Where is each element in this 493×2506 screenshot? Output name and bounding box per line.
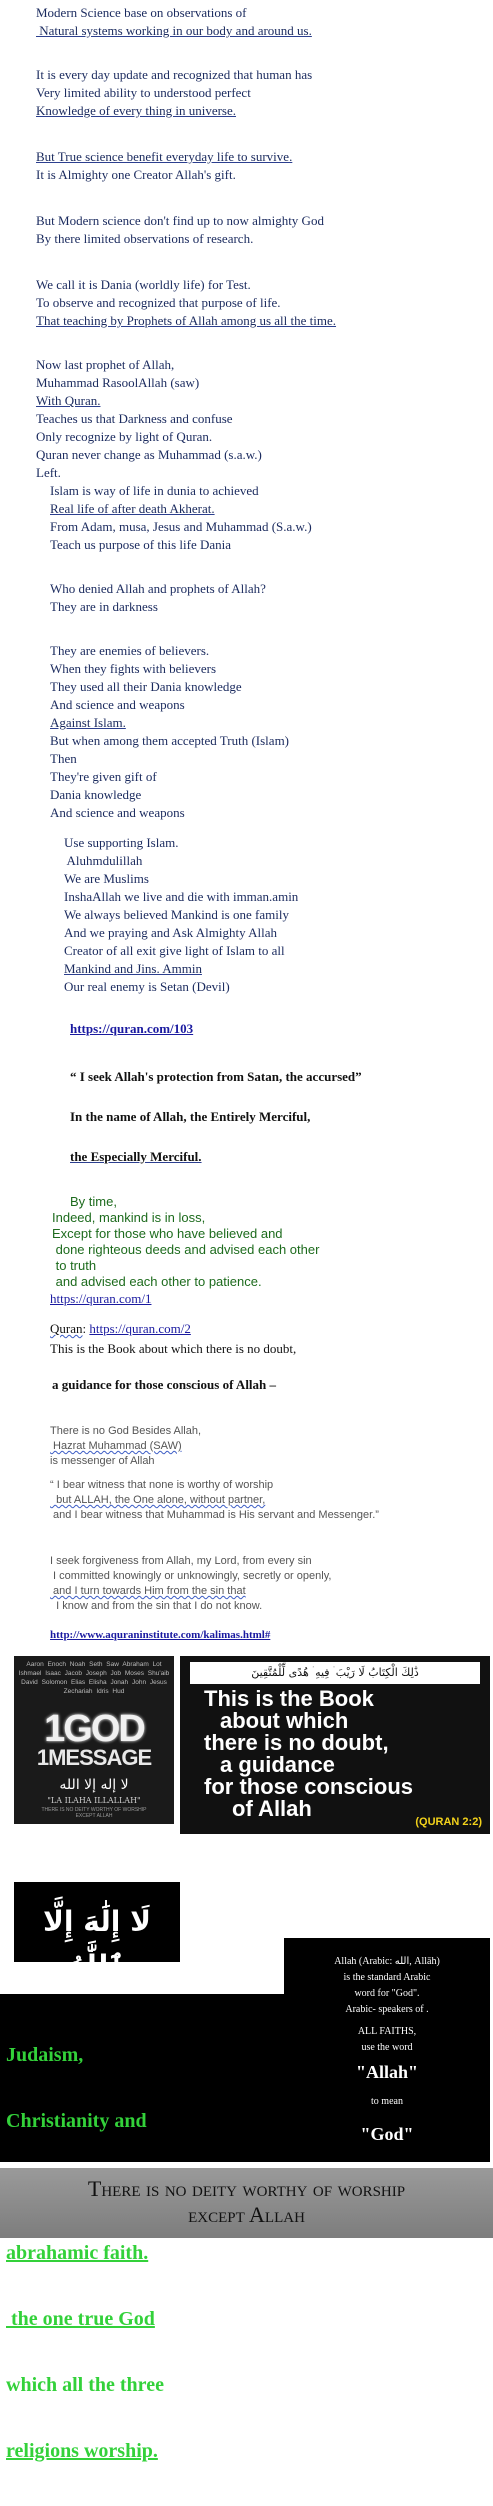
kalimas-link-row xyxy=(50,1626,270,1644)
bismillah-line-2 xyxy=(70,1148,202,1166)
shahada-arabic: لا إله إلا الله xyxy=(59,1777,129,1793)
text-line: Except for those who have believed and xyxy=(52,1226,283,1241)
text-line: But when among them accepted Truth (Islam) xyxy=(50,733,290,748)
text-line: the one true God xyxy=(6,2308,155,2330)
one-message-text: 1MESSAGE xyxy=(36,1745,152,1770)
text-line: To observe and recognized that purpose of life. xyxy=(36,295,281,310)
prophets-names: Aaron Enoch Noah Seth Saw Abraham Lot Ishmael Isaac Jacob Joseph Job Moses Shu'aib David Solomon Elias Elisha Jonah John Jesus Zechariah Idris Hud xyxy=(18,1661,170,1695)
text-line: which all the three xyxy=(6,2374,164,2396)
text-line: Teach us purpose of this life Dania xyxy=(50,537,232,552)
text-line: And we praying and Ask Almighty Allah xyxy=(64,925,278,940)
text-line: I know and from the sin that I do not know. xyxy=(50,1600,263,1612)
text-line: There is no God Besides Allah, xyxy=(50,1425,202,1437)
text-line: That teaching by Prophets of Allah among us all the time. xyxy=(36,313,337,328)
bismillah-line-1: In the name of Allah, the Entirely Merciful, xyxy=(70,1109,311,1124)
quran-label: Quran xyxy=(50,1321,83,1336)
to-mean-text: to mean xyxy=(371,2096,403,2107)
text-line: We are Muslims xyxy=(64,871,149,886)
text-line: By there limited observations of research. xyxy=(36,231,254,246)
text-line: With Quran. xyxy=(36,393,101,408)
text-line: Aluhmdulillah xyxy=(64,853,143,868)
text-line: And science and weapons xyxy=(50,805,185,820)
text-line: Christianity and xyxy=(6,2110,147,2132)
guidance-text: a guidance for those conscious of Allah – xyxy=(52,1377,277,1392)
allah-meaning-l4: Arabic- speakers of . xyxy=(345,2004,429,2015)
text-line: Islam is way of life in dunia to achieved xyxy=(50,483,259,498)
quran-2-link-row xyxy=(50,1320,191,1338)
text-line: InshaAllah we live and die with imman.amin xyxy=(64,889,299,904)
text-line: Then xyxy=(50,751,77,766)
paragraph-10 xyxy=(64,834,298,996)
verse-line: about which xyxy=(220,1708,349,1733)
text-line: They used all their Dania knowledge xyxy=(50,679,242,694)
text-line: Only recognize by light of Quran. xyxy=(36,429,213,444)
text-line: but ALLAH, the One alone, without partner, xyxy=(50,1494,266,1506)
shahada-transliteration: "LA ILAHA ILLALLAH" xyxy=(47,1796,141,1805)
text-line: Against Islam. xyxy=(50,715,126,730)
paragraph-7 xyxy=(50,482,312,554)
text-line: Indeed, mankind is in loss, xyxy=(52,1210,206,1225)
text-line: Hazrat Muhammad (SAW) xyxy=(50,1440,182,1452)
quran-103-link[interactable]: https://quran.com/103 xyxy=(70,1021,194,1036)
text-line: They're given gift of xyxy=(50,769,157,784)
surah-asr-quote xyxy=(52,1194,319,1290)
verse-line: for those conscious xyxy=(204,1774,414,1799)
text-line: Muhammad RasoolAllah (saw) xyxy=(36,375,200,390)
allah-meaning-l5: ALL FAITHS, xyxy=(357,2026,417,2037)
text-line: to truth xyxy=(52,1258,97,1273)
quran-reference: (QURAN 2:2) xyxy=(415,1816,482,1828)
text-line: done righteous deeds and advised each other xyxy=(52,1242,320,1257)
paragraph-4 xyxy=(36,212,324,248)
guidance-line xyxy=(52,1376,276,1394)
text-line: I committed knowingly or unknowingly, secretly or openly, xyxy=(50,1570,332,1582)
banner-line-1: There is no deity worthy of worship xyxy=(87,2176,406,2201)
verse-line: of Allah xyxy=(232,1796,312,1821)
paragraph-8 xyxy=(50,580,266,616)
text-line: From Adam, musa, Jesus and Muhammad (S.a.w.) xyxy=(50,519,312,534)
allah-meaning-l3: word for "God". xyxy=(354,1988,420,1999)
quran-2-2-image xyxy=(180,1656,490,1834)
no-deity-banner xyxy=(0,2168,493,2238)
text-line: By time, xyxy=(70,1194,117,1209)
paragraph-3 xyxy=(36,148,292,184)
tiny-caption-2: EXCEPT ALLAH xyxy=(75,1813,113,1819)
text-line: religions worship. xyxy=(6,2440,158,2462)
text-line: We call it is Dania (worldly life) for Test. xyxy=(36,277,251,292)
allah-meaning-l6: use the word xyxy=(361,2042,413,2053)
abrahamic-text xyxy=(6,2000,164,2506)
banner-line-2: except Allah xyxy=(188,2202,305,2227)
text-line: and I bear witness that Muhammad is His servant and Messenger.” xyxy=(50,1509,379,1521)
text-line: Who denied Allah and prophets of Allah? xyxy=(50,581,266,596)
tiny-caption-1: THERE IS NO DEITY WORTHY OF WORSHIP xyxy=(41,1807,147,1813)
text-line: We always believed Mankind is one family xyxy=(64,907,289,922)
paragraph-5 xyxy=(36,276,336,330)
text-line: Natural systems working in our body and around us. xyxy=(36,23,312,38)
kalimas-link[interactable]: http://www.aquraninstitute.com/kalimas.html# xyxy=(50,1629,271,1641)
quran-2-link[interactable]: https://quran.com/2 xyxy=(89,1321,191,1336)
no-god-text xyxy=(50,1424,201,1469)
allah-word: "Allah" xyxy=(356,2062,418,2082)
text-line: Knowledge of every thing in universe. xyxy=(36,103,237,118)
la-ilaha-calligraphy-image xyxy=(14,1882,180,1982)
text-line: Creator of all exit give light of Islam to all xyxy=(64,943,285,958)
text-line: Modern Science base on observations of xyxy=(36,5,247,20)
witness-text xyxy=(50,1478,379,1523)
bismillah-line-2-text: the Especially Merciful. xyxy=(70,1149,202,1164)
book-line: This is the Book about which there is no doubt, xyxy=(50,1341,297,1356)
quran-1-link[interactable]: https://quran.com/1 xyxy=(50,1291,152,1306)
quran-1-link-row xyxy=(50,1290,151,1308)
text-line: abrahamic faith. xyxy=(6,2242,149,2264)
text-line: And science and weapons xyxy=(50,697,185,712)
seek-protection-line: “ I seek Allah's protection from Satan, the accursed” xyxy=(70,1069,362,1084)
text-line: But Modern science don't find up to now almighty God xyxy=(36,213,324,228)
text-line: and I turn towards Him from the sin that xyxy=(50,1585,246,1597)
verse-line: This is the Book xyxy=(204,1686,374,1711)
allah-meaning-image xyxy=(284,1938,490,2162)
calligraphy-arabic: لَا إِلَٰهَ إِلَّا ٱللَّٰهُ xyxy=(43,1905,151,1982)
text-line: Now last prophet of Allah, xyxy=(36,357,175,372)
text-line: Very limited ability to understood perfect xyxy=(36,85,251,100)
paragraph-6 xyxy=(36,356,262,482)
text-line: Dania knowledge xyxy=(50,787,142,802)
text-line: They are enemies of believers. xyxy=(50,643,210,658)
paragraph-9 xyxy=(50,642,289,822)
text-line: Left. xyxy=(36,465,61,480)
intro-paragraph xyxy=(36,4,312,40)
text-line: Teaches us that Darkness and confuse xyxy=(36,411,233,426)
text-line: Our real enemy is Setan (Devil) xyxy=(64,979,230,994)
text-line: I seek forgiveness from Allah, my Lord, from every sin xyxy=(50,1555,312,1567)
quran-103-link-row xyxy=(70,1020,193,1038)
colon-separator: : xyxy=(82,1321,90,1336)
text-line: It is every day update and recognized that human has xyxy=(36,67,313,82)
text-line: and advised each other to patience. xyxy=(52,1274,262,1289)
text-line: is messenger of Allah xyxy=(50,1455,155,1467)
text-line: Real life of after death Akherat. xyxy=(50,501,215,516)
text-line: When they fights with believers xyxy=(50,661,217,676)
text-line: “ I bear witness that none is worthy of worship xyxy=(50,1479,274,1491)
book-verse-text xyxy=(180,1688,490,1820)
text-line: But True science benefit everyday life to survive. xyxy=(36,149,293,164)
verse-line: a guidance xyxy=(220,1752,335,1777)
text-line: Mankind and Jins. Ammin xyxy=(64,961,202,976)
paragraph-2 xyxy=(36,66,312,120)
verse-line: there is no doubt, xyxy=(204,1730,389,1755)
text-line: Use supporting Islam. xyxy=(64,835,179,850)
one-god-one-message-image xyxy=(14,1656,174,1824)
text-line: Judaism, xyxy=(6,2044,84,2066)
allah-meaning-l2: is the standard Arabic xyxy=(343,1972,431,1983)
text-line: They are in darkness xyxy=(50,599,158,614)
arabic-verse-strip: ذَٰلِكَ الْكِتَابُ لَا رَيْبَ ۛ فِيهِ ۛ هُدًى لِّلْمُتَّقِينَ xyxy=(190,1662,480,1684)
one-god-text: 1GOD xyxy=(44,1708,144,1750)
forgiveness-text xyxy=(50,1554,331,1614)
allah-meaning-l1: Allah (Arabic: الله, Allāh) xyxy=(334,1956,440,1967)
god-word: "God" xyxy=(360,2124,414,2144)
text-line: It is Almighty one Creator Allah's gift. xyxy=(36,167,236,182)
text-line: Quran never change as Muhammad (s.a.w.) xyxy=(36,447,262,462)
